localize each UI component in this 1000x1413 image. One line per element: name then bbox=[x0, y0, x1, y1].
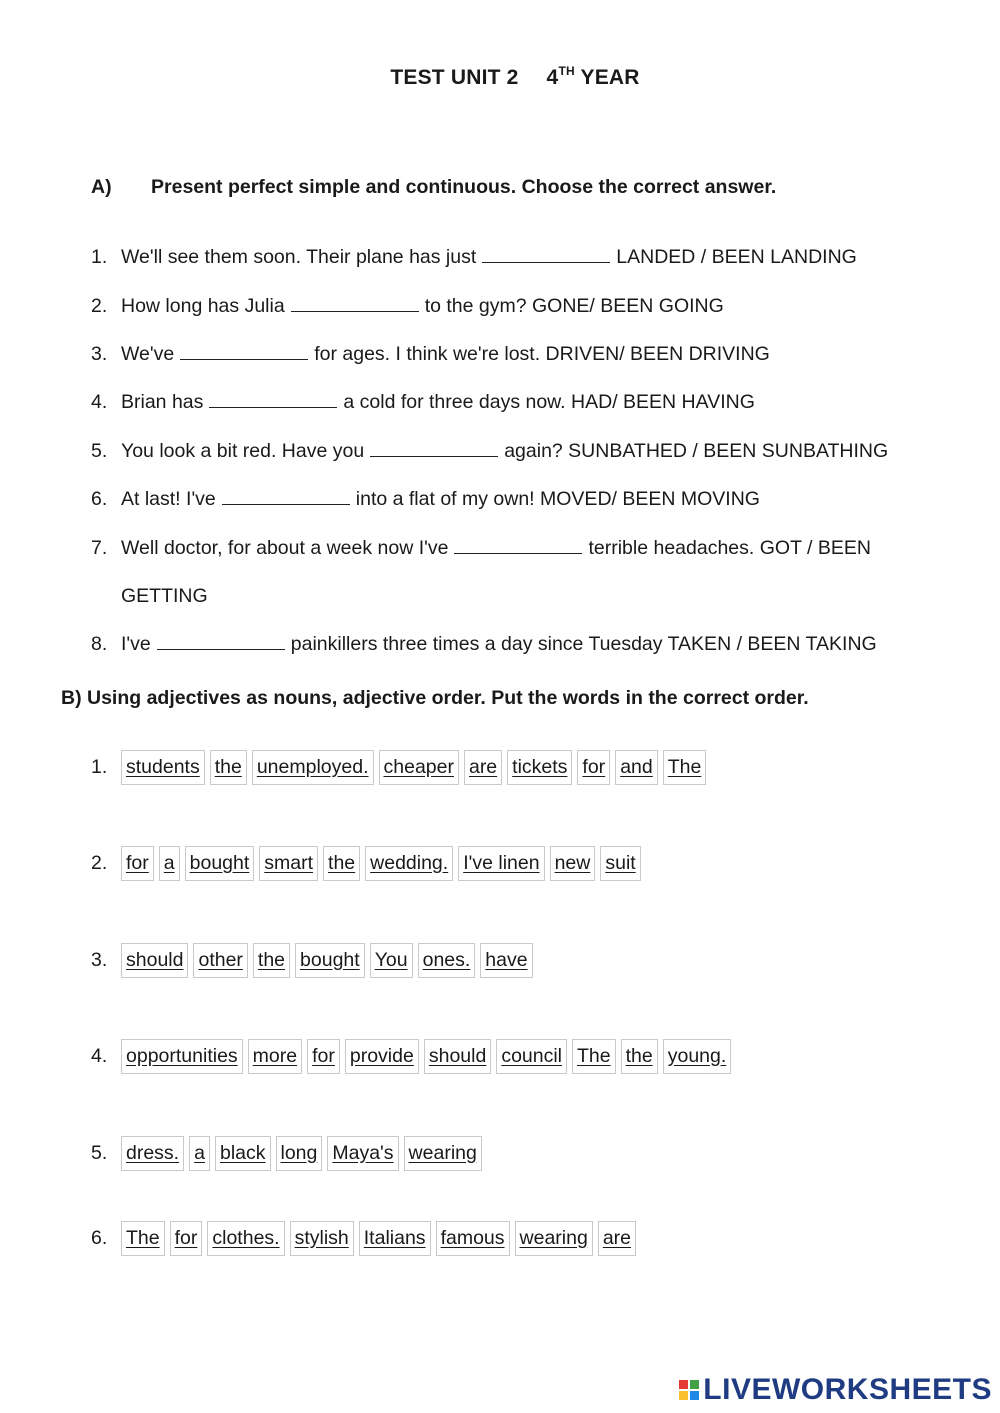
worksheet-title bbox=[0, 64, 1000, 90]
question-text-before: Well doctor, for about a week now I've bbox=[121, 537, 449, 559]
word-tile[interactable]: opportunities bbox=[121, 1039, 243, 1074]
word-tile[interactable]: and bbox=[615, 750, 658, 785]
question-a-1 bbox=[91, 246, 857, 269]
word-tile[interactable]: for bbox=[307, 1039, 340, 1074]
word-tiles bbox=[121, 1221, 636, 1256]
word-tile[interactable]: You bbox=[370, 943, 413, 978]
question-a-7 bbox=[91, 537, 871, 560]
word-tile[interactable]: new bbox=[550, 846, 596, 881]
question-text-before: I've bbox=[121, 633, 151, 655]
brand-name: LIVEWORKSHEETS bbox=[703, 1373, 992, 1406]
word-tiles bbox=[121, 1136, 482, 1171]
liveworksheets-logo bbox=[679, 1373, 992, 1407]
word-tile[interactable]: wedding. bbox=[365, 846, 453, 881]
section-b-heading: B) Using adjectives as nouns, adjective order. Put the words in the correct order. bbox=[61, 687, 809, 709]
word-tile[interactable]: ones. bbox=[418, 943, 476, 978]
question-text-after: a cold for three days now. HAD/ BEEN HAVING bbox=[343, 391, 755, 413]
question-text-before: How long has Julia bbox=[121, 295, 285, 317]
word-tile[interactable]: Maya's bbox=[327, 1136, 398, 1171]
word-tile[interactable]: a bbox=[159, 846, 180, 881]
question-a-3 bbox=[91, 343, 770, 366]
row-number: 4. bbox=[91, 1044, 108, 1067]
title-year-num: 4 bbox=[546, 66, 559, 89]
row-number: 3. bbox=[91, 948, 108, 971]
question-number: 2. bbox=[91, 295, 108, 317]
word-tile[interactable]: provide bbox=[345, 1039, 419, 1074]
section-a-text: Present perfect simple and continuous. Choose the correct answer. bbox=[151, 176, 777, 198]
section-a-letter: A) bbox=[91, 176, 112, 198]
liveworksheets-logo-icon bbox=[679, 1380, 699, 1400]
word-tile[interactable]: unemployed. bbox=[252, 750, 374, 785]
question-number: 1. bbox=[91, 246, 108, 268]
word-tile[interactable]: long bbox=[276, 1136, 323, 1171]
answer-blank[interactable] bbox=[454, 538, 582, 554]
word-tile[interactable]: have bbox=[480, 943, 532, 978]
word-tile[interactable]: The bbox=[572, 1039, 616, 1074]
title-year-sup: TH bbox=[558, 64, 575, 78]
word-tile[interactable]: other bbox=[193, 943, 247, 978]
question-text-before: You look a bit red. Have you bbox=[121, 440, 365, 462]
word-tile[interactable]: Italians bbox=[359, 1221, 431, 1256]
sentence-row-4 bbox=[91, 1036, 731, 1076]
word-tiles bbox=[121, 750, 706, 785]
word-tiles bbox=[121, 1039, 731, 1074]
word-tile[interactable]: are bbox=[464, 750, 502, 785]
word-tiles bbox=[121, 943, 533, 978]
word-tile[interactable]: dress. bbox=[121, 1136, 184, 1171]
question-number: 5. bbox=[91, 440, 108, 462]
question-text-before: We'll see them soon. Their plane has just bbox=[121, 246, 477, 268]
word-tile[interactable]: the bbox=[210, 750, 247, 785]
question-number: 4. bbox=[91, 391, 108, 413]
question-text-after: into a flat of my own! MOVED/ BEEN MOVING bbox=[355, 488, 760, 510]
word-tile[interactable]: wearing bbox=[515, 1221, 593, 1256]
word-tile[interactable]: wearing bbox=[404, 1136, 482, 1171]
word-tiles bbox=[121, 846, 641, 881]
question-text-after: painkillers three times a day since Tuesday TAKEN / BEEN TAKING bbox=[290, 633, 877, 655]
word-tile[interactable]: the bbox=[253, 943, 290, 978]
answer-blank[interactable] bbox=[222, 489, 350, 505]
question-text-before: At last! I've bbox=[121, 488, 216, 510]
word-tile[interactable]: bought bbox=[185, 846, 255, 881]
row-number: 2. bbox=[91, 851, 108, 874]
answer-blank[interactable] bbox=[370, 441, 498, 457]
answer-blank[interactable] bbox=[180, 344, 308, 360]
word-tile[interactable]: should bbox=[424, 1039, 491, 1074]
word-tile[interactable]: council bbox=[496, 1039, 567, 1074]
word-tile[interactable]: famous bbox=[436, 1221, 510, 1256]
row-number: 6. bbox=[91, 1226, 108, 1249]
title-year-word: YEAR bbox=[580, 66, 640, 89]
word-tile[interactable]: bought bbox=[295, 943, 365, 978]
sentence-row-3 bbox=[91, 940, 533, 980]
question-text-before: We've bbox=[121, 343, 175, 365]
question-text-after: for ages. I think we're lost. DRIVEN/ BEEN DRIVING bbox=[314, 343, 770, 365]
word-tile[interactable]: for bbox=[170, 1221, 203, 1256]
word-tile[interactable]: more bbox=[248, 1039, 302, 1074]
question-text-after: to the gym? GONE/ BEEN GOING bbox=[424, 295, 724, 317]
word-tile[interactable]: young. bbox=[663, 1039, 732, 1074]
question-text-after: terrible headaches. GOT / BEEN bbox=[588, 537, 871, 559]
answer-blank[interactable] bbox=[209, 392, 337, 408]
word-tile[interactable]: clothes. bbox=[207, 1221, 284, 1256]
sentence-row-5 bbox=[91, 1133, 482, 1173]
sentence-row-6 bbox=[91, 1218, 636, 1258]
word-tile[interactable]: The bbox=[663, 750, 707, 785]
question-number: 8. bbox=[91, 633, 108, 655]
sentence-row-2 bbox=[91, 843, 641, 883]
question-text-after: again? SUNBATHED / BEEN SUNBATHING bbox=[504, 440, 889, 462]
word-tile[interactable]: The bbox=[121, 1221, 165, 1256]
section-a-heading bbox=[91, 176, 776, 199]
question-number: 3. bbox=[91, 343, 108, 365]
word-tile[interactable]: a bbox=[189, 1136, 210, 1171]
title-main: TEST UNIT 2 bbox=[390, 66, 519, 89]
question-a-6 bbox=[91, 488, 760, 511]
question-a-8 bbox=[91, 633, 877, 656]
answer-blank[interactable] bbox=[482, 247, 610, 263]
answer-blank[interactable] bbox=[157, 634, 285, 650]
row-number: 1. bbox=[91, 755, 108, 778]
sentence-row-1 bbox=[91, 747, 706, 787]
word-tile[interactable]: I've linen bbox=[458, 846, 544, 881]
word-tile[interactable]: black bbox=[215, 1136, 271, 1171]
word-tile[interactable]: for bbox=[577, 750, 610, 785]
word-tile[interactable]: stylish bbox=[290, 1221, 354, 1256]
word-tile[interactable]: cheaper bbox=[379, 750, 459, 785]
word-tile[interactable]: students bbox=[121, 750, 205, 785]
question-a-2 bbox=[91, 295, 724, 318]
word-tile[interactable]: should bbox=[121, 943, 188, 978]
word-tile[interactable]: the bbox=[621, 1039, 658, 1074]
answer-blank[interactable] bbox=[291, 296, 419, 312]
question-a-7-continued: GETTING bbox=[121, 585, 208, 607]
question-text-before: Brian has bbox=[121, 391, 204, 413]
question-a-4 bbox=[91, 391, 755, 414]
word-tile[interactable]: tickets bbox=[507, 750, 572, 785]
word-tile[interactable]: are bbox=[598, 1221, 636, 1256]
question-text-after: LANDED / BEEN LANDING bbox=[616, 246, 857, 268]
question-number: 7. bbox=[91, 537, 108, 559]
word-tile[interactable]: suit bbox=[600, 846, 640, 881]
word-tile[interactable]: smart bbox=[259, 846, 318, 881]
word-tile[interactable]: the bbox=[323, 846, 360, 881]
word-tile[interactable]: for bbox=[121, 846, 154, 881]
row-number: 5. bbox=[91, 1141, 108, 1164]
question-number: 6. bbox=[91, 488, 108, 510]
question-a-5 bbox=[91, 440, 888, 463]
